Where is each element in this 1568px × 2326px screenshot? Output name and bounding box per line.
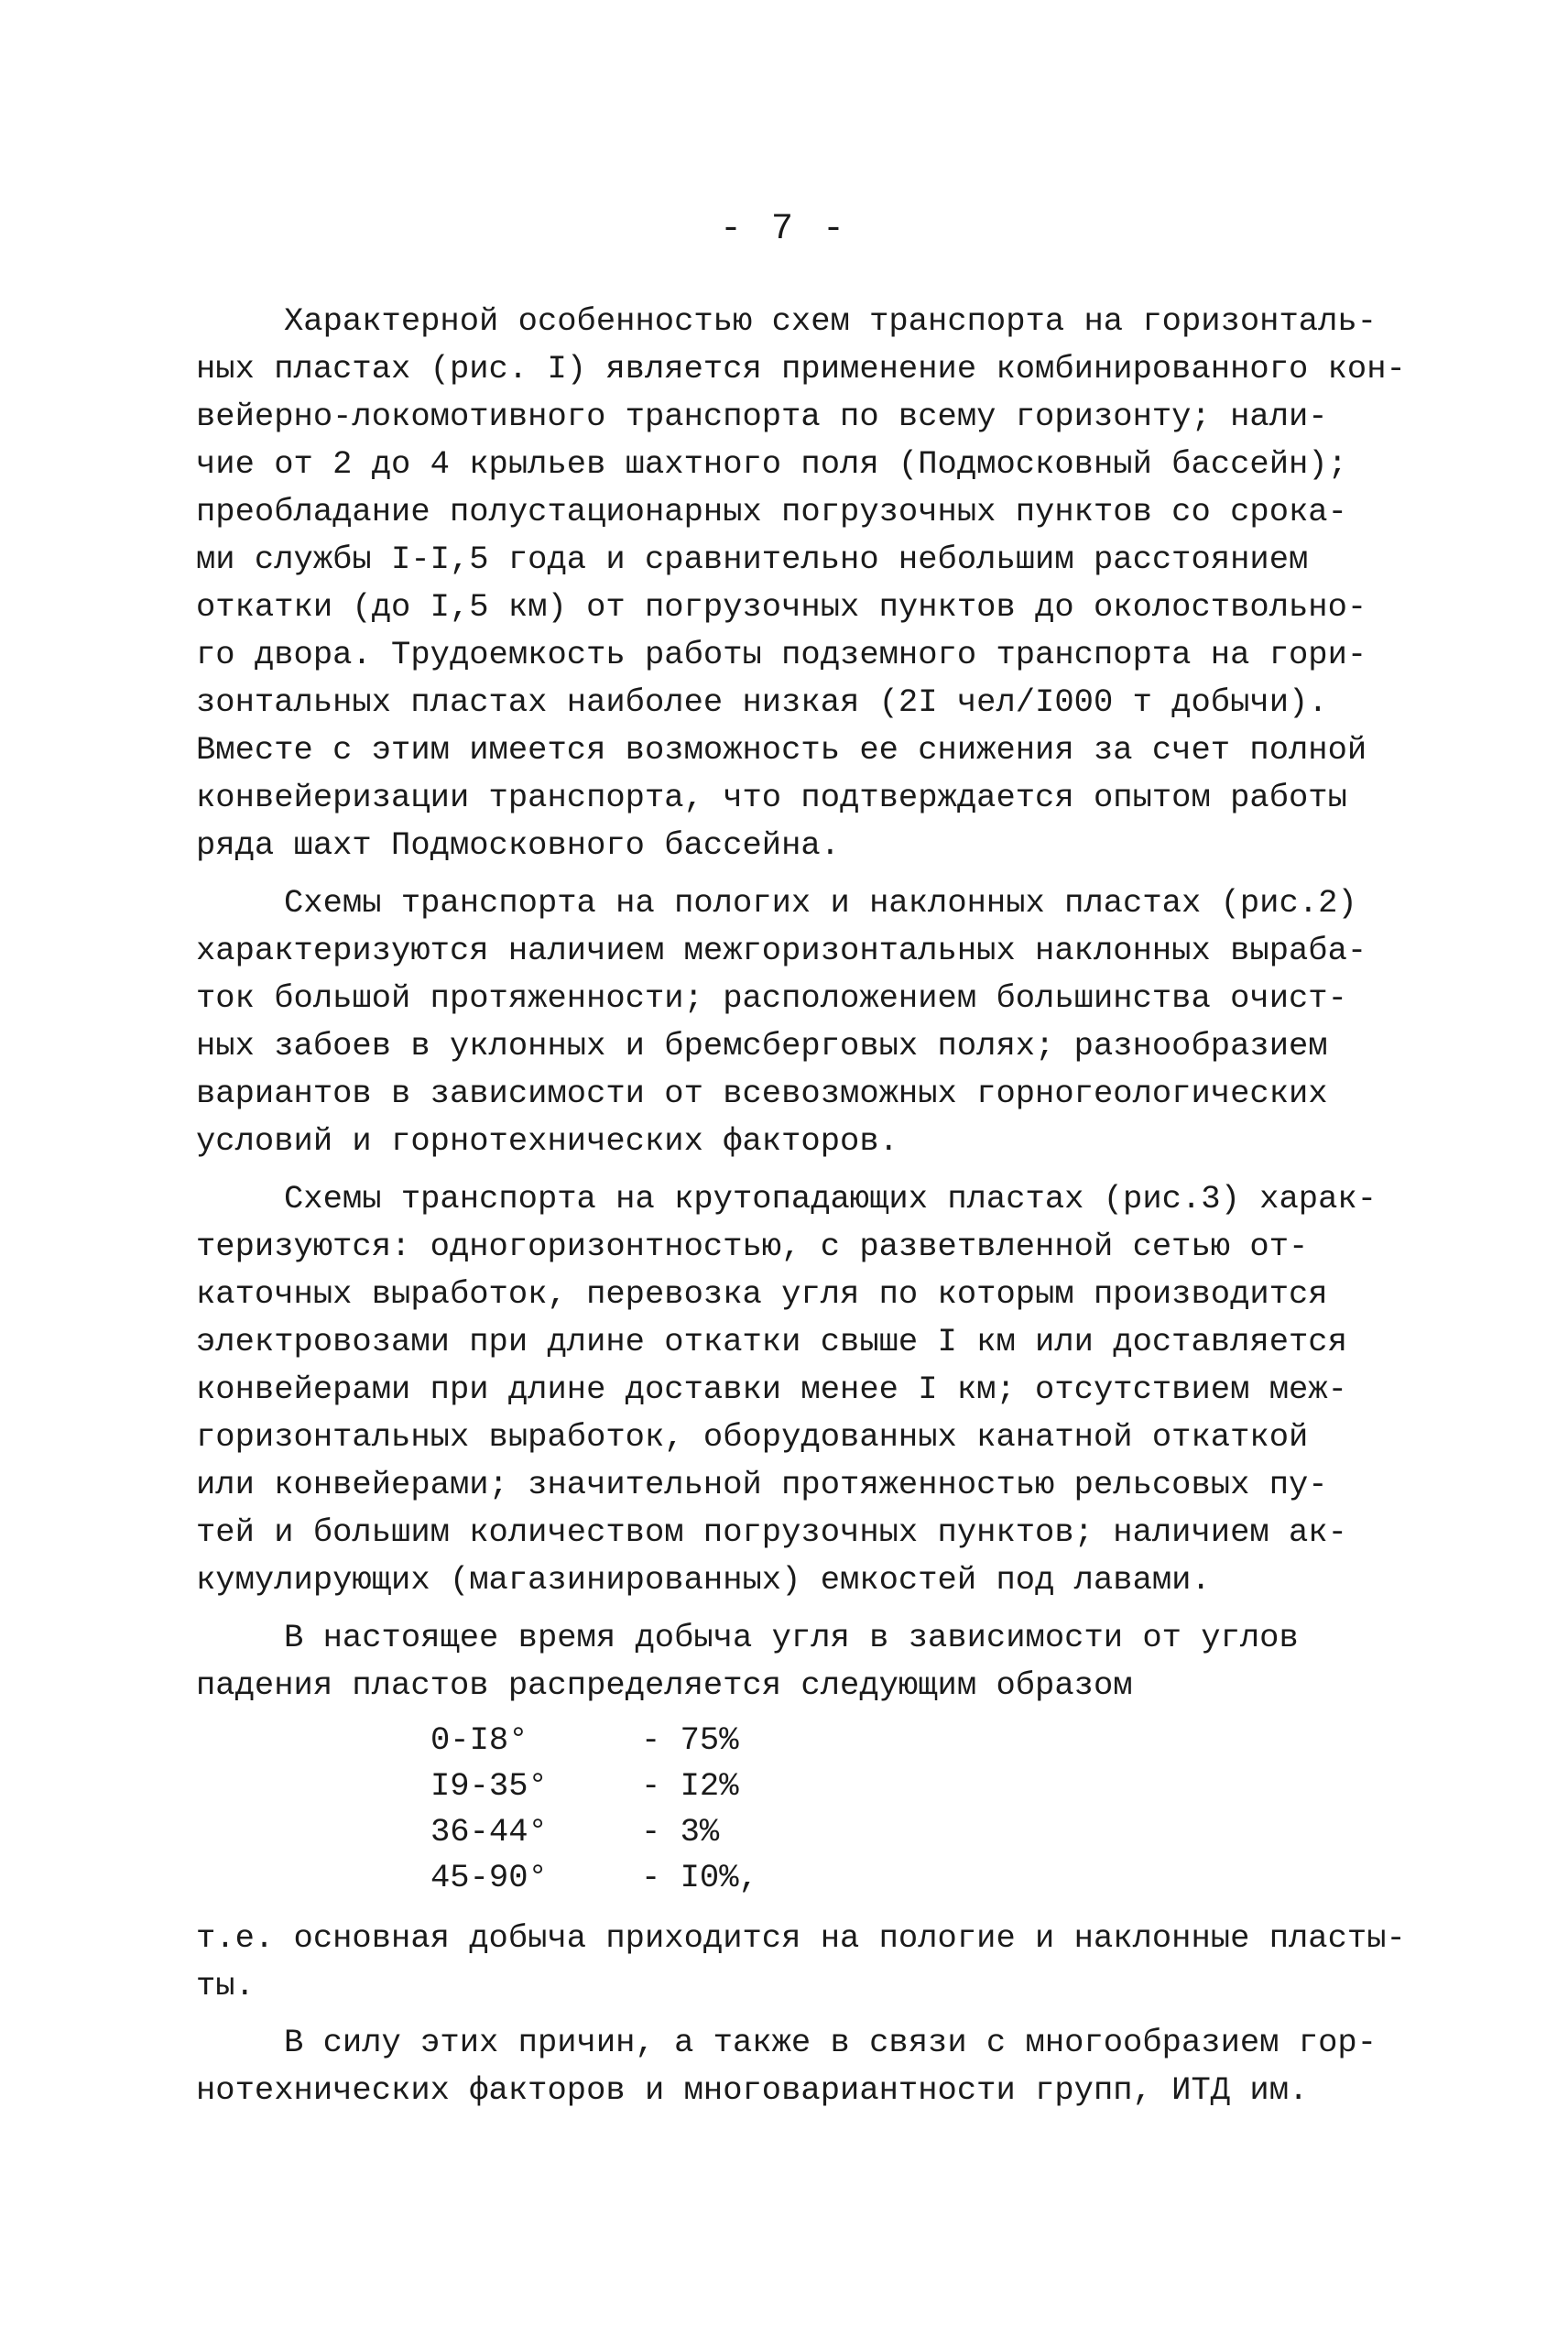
text-line: чие от 2 до 4 крыльев шахтного поля (Подмосковный бассейн); [196, 445, 1347, 483]
text-line: каточных выработок, перевозка угля по которым производится [196, 1275, 1328, 1313]
text-line: Схемы транспорта на крутопадающих пластах (рис.3) харак- [284, 1180, 1377, 1218]
text-line: откатки (до I,5 км) от погрузочных пунктов до околоствольно- [196, 588, 1367, 626]
text-line: ми службы I-I,5 года и сравнительно небольшим расстоянием [196, 541, 1309, 578]
text-line: ных пластах (рис. I) является применение комбинированного кон- [196, 350, 1406, 388]
dip-angle: 45-90° [430, 1859, 548, 1896]
text-line: или конвейерами; значительной протяженностью рельсовых пу- [196, 1466, 1328, 1503]
text-line: теризуются: одногоризонтностью, с разветвленной сетью от- [196, 1228, 1309, 1265]
text-line: кумулирующих (магазинированных) емкостей под лавами. [196, 1561, 1211, 1599]
text-line: ток большой протяженности; расположением большинства очист- [196, 979, 1347, 1017]
dip-angle: I9-35° [430, 1767, 548, 1805]
text-line: Схемы транспорта на пологих и наклонных пластах (рис.2) [284, 884, 1357, 922]
text-line: В настоящее время добыча угля в зависимости от углов [284, 1619, 1299, 1656]
text-line: ты. [196, 1967, 255, 2004]
text-line: преобладание полустационарных погрузочных пунктов со срока- [196, 493, 1347, 530]
text-line: Вместе с этим имеется возможность ее снижения за счет полной [196, 731, 1367, 769]
text-line: зонтальных пластах наиболее низкая (2I чел/I000 т добычи). [196, 683, 1328, 721]
text-line: вариантов в зависимости от всевозможных горногеологических [196, 1075, 1328, 1112]
text-line: падения пластов распределяется следующим образом [196, 1666, 1133, 1704]
page-number: - 7 - [719, 209, 849, 250]
text-line: ряда шахт Подмосковного бассейна. [196, 826, 841, 864]
text-line: ных забоев в уклонных и бремсберговых полях; разнообразием [196, 1027, 1328, 1065]
dip-share: - 75% [641, 1721, 739, 1759]
text-line: нотехнических факторов и многовариантности групп, ИТД им. [196, 2071, 1309, 2109]
text-line: электровозами при длине откатки свыше I км или доставляется [196, 1323, 1347, 1360]
dip-share: - I0%, [641, 1859, 758, 1896]
dip-angle: 36-44° [430, 1813, 548, 1851]
dip-share: - I2% [641, 1767, 739, 1805]
text-line: т.е. основная добыча приходится на пологие и наклонные пласты- [196, 1919, 1406, 1957]
text-line: условий и горнотехнических факторов. [196, 1122, 898, 1160]
text-line: вейерно-локомотивного транспорта по всему горизонту; нали- [196, 398, 1328, 435]
text-line: Характерной особенностью схем транспорта на горизонталь- [284, 302, 1377, 340]
text-line: го двора. Трудоемкость работы подземного транспорта на гори- [196, 636, 1367, 673]
text-line: В силу этих причин, а также в связи с многообразием гор- [284, 2024, 1377, 2061]
dip-share: - 3% [641, 1813, 720, 1851]
text-line: конвейерами при длине доставки менее I км; отсутствием меж- [196, 1370, 1347, 1408]
dip-angle: 0-I8° [430, 1721, 528, 1759]
text-line: конвейеризации транспорта, что подтверждается опытом работы [196, 779, 1347, 816]
text-line: тей и большим количеством погрузочных пунктов; наличием ак- [196, 1513, 1347, 1551]
text-line: горизонтальных выработок, оборудованных канатной откаткой [196, 1418, 1309, 1456]
text-line: характеризуются наличием межгоризонтальных наклонных выраба- [196, 932, 1367, 969]
